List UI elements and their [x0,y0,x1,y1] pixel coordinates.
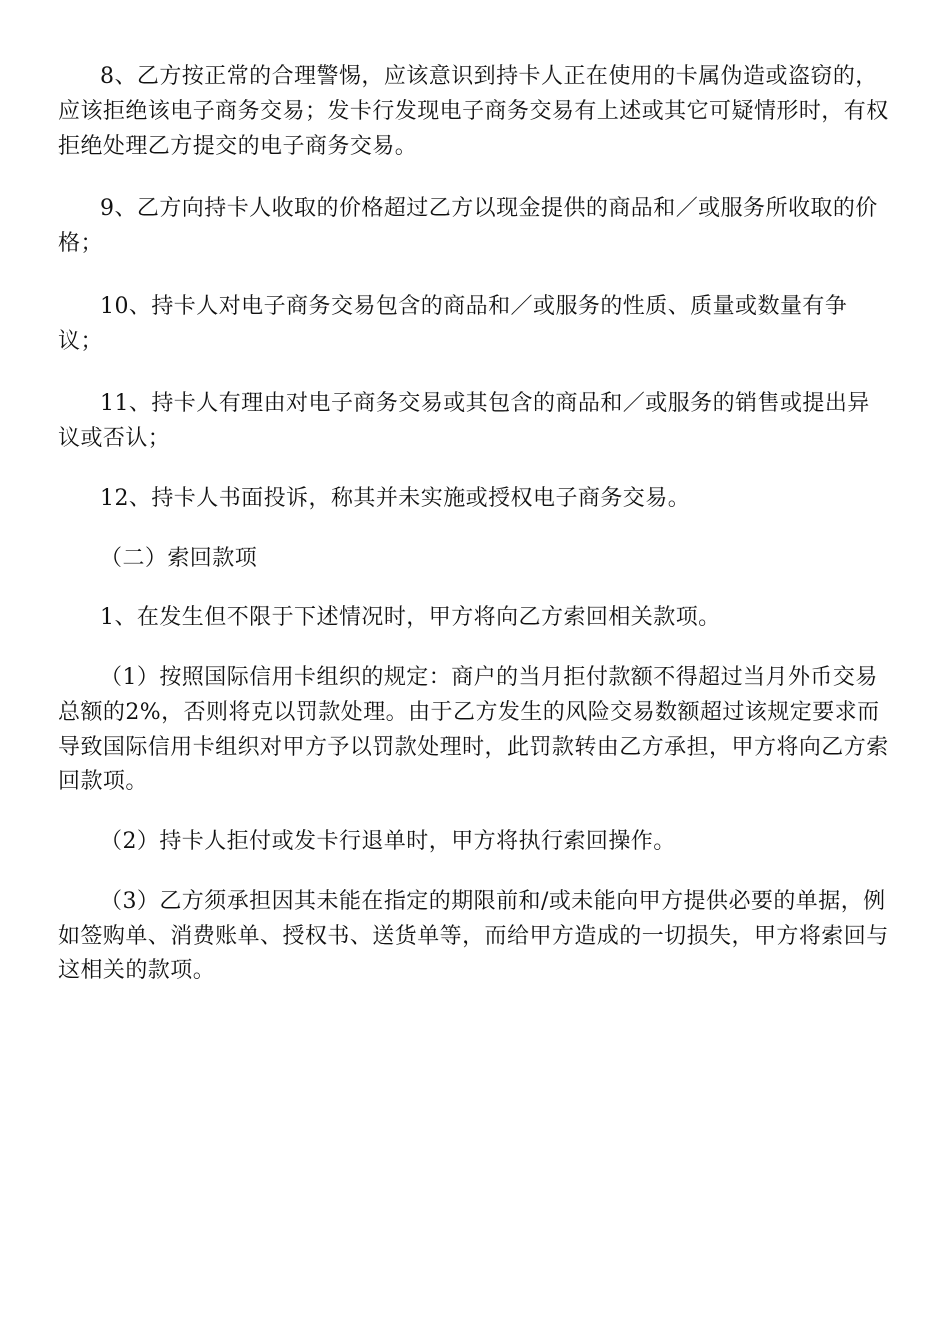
paragraph-recovery-1-2: （2）持卡人拒付或发卡行退单时，甲方将执行索回操作。 [100,829,676,854]
paragraph-item-10: 10、持卡人对电子商务交易包含的商品和／或服务的性质、质量或数量有争议； [58,293,848,354]
paragraph-recovery-1-1: （1）按照国际信用卡组织的规定：商户的当月拒付款额不得超过当月外币交易总额的2%，否则将克以罚款处理。由于乙方发生的风险交易数额超过该规定要求而导致国际信用卡组织对甲方予以罚款处理时，此罚款转由乙方承担，甲方将向乙方索回款项。 [58,665,889,795]
paragraph-item-12: 12、持卡人书面投诉，称其并未实施或授权电子商务交易。 [100,485,691,511]
section-heading-recovery: （二）索回款项 [100,545,258,571]
paragraph-item-8: 8、乙方按正常的合理警惕，应该意识到持卡人正在使用的卡属伪造或盗窃的，应该拒绝该电子商务交易；发卡行发现电子商务交易有上述或其它可疑情形时，有权拒绝处理乙方提交的电子商务交易。 [58,64,889,159]
paragraph-recovery-1: 1、在发生但不限于下述情况时，甲方将向乙方索回相关款项。 [100,605,721,631]
paragraph-recovery-1-3: （3）乙方须承担因其未能在指定的期限前和/或未能向甲方提供必要的单据，例如签购单、消费账单、授权书、送货单等，而给甲方造成的一切损失，甲方将索回与这相关的款项。 [58,888,889,984]
paragraph-item-9: 9、乙方向持卡人收取的价格超过乙方以现金提供的商品和／或服务所收取的价格； [58,196,878,256]
paragraph-item-11: 11、持卡人有理由对电子商务交易或其包含的商品和／或服务的销售或提出异议或否认； [58,391,870,451]
